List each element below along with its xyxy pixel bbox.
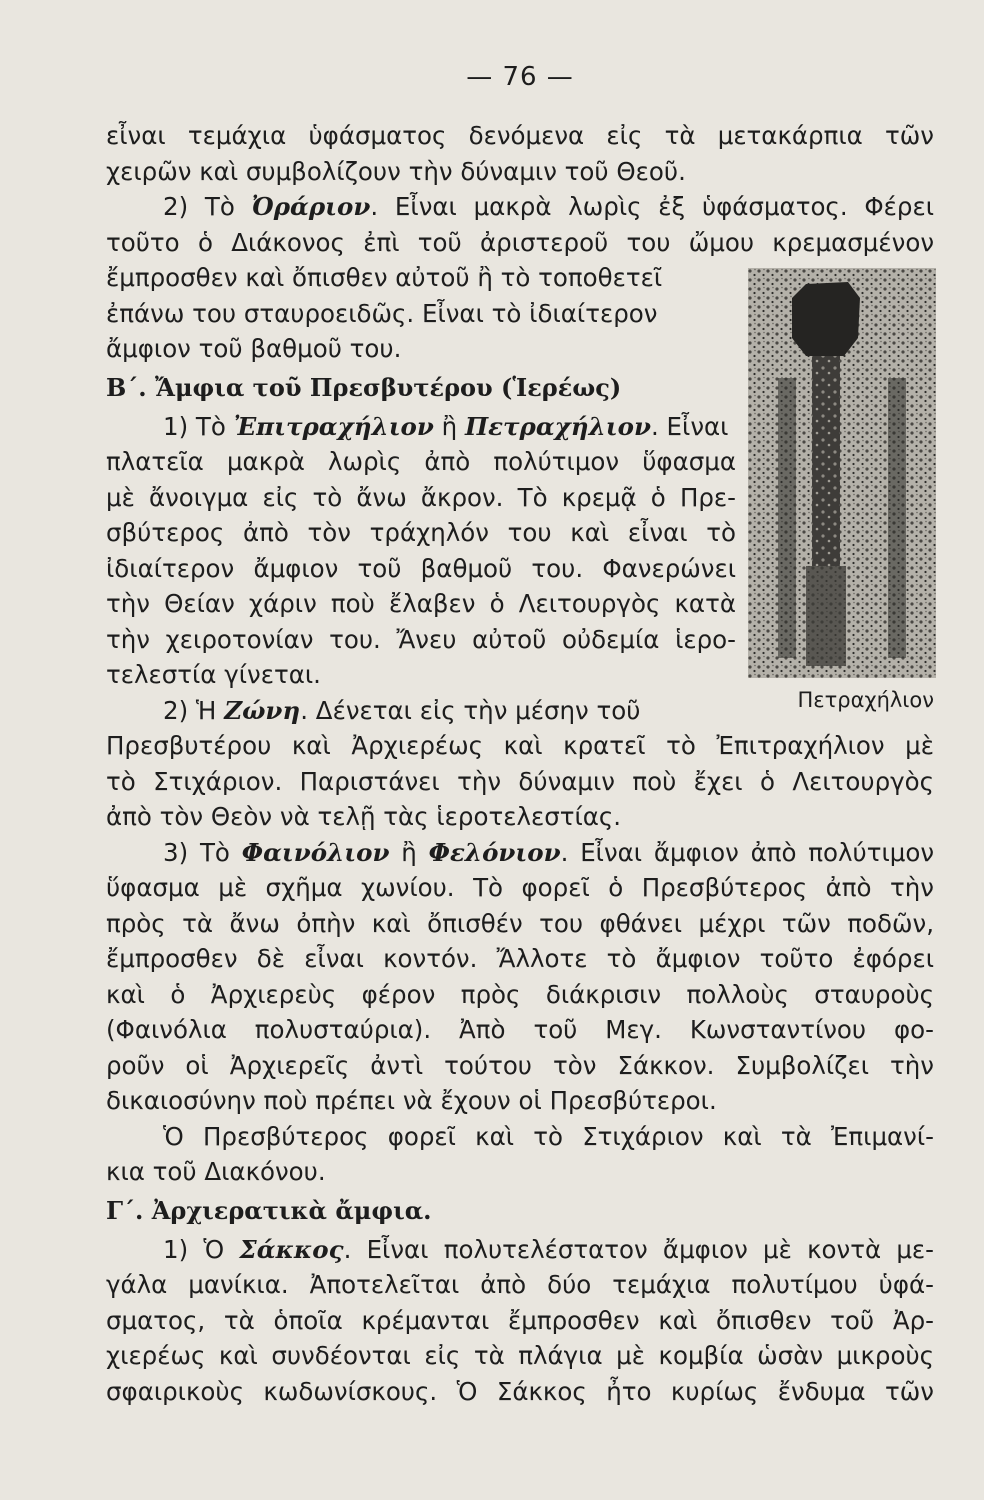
text-line: κια τοῦ Διακόνου. (106, 1157, 326, 1186)
text-line: πλατεῖα μακρὰ λωρὶς ἀπὸ πολύτιμον ὕφασμα (106, 447, 736, 476)
text-line: χιερέως καὶ συνδέονται εἰς τὰ πλάγια μὲ κομβία ὡσὰν μικροὺς (106, 1341, 934, 1370)
text-line (106, 189, 934, 225)
text-line: σφαιρικοὺς κωδωνίσκους. Ὁ Σάκκος ἦτο κυρίως ἔνδυμα τῶν (106, 1376, 934, 1406)
text-line: Πρεσβυτέρου καὶ Ἀρχιερέως καὶ κρατεῖ τὸ Ἐπιτραχήλιον μὲ (106, 731, 934, 760)
text-line: ἔμπροσθεν δὲ εἶναι κοντόν. Ἄλλοτε τὸ ἄμφιον τοῦτο ἐφόρει (106, 944, 934, 973)
line-rest: . Εἶναι (650, 411, 729, 441)
term-felonion: Φελόνιον (428, 837, 561, 867)
term-orarion: Ὀράριον (251, 192, 371, 221)
line-rest: . Εἶναι μακρὰ λωρὶς ἐξ ὑφάσματος. Φέρει (370, 192, 934, 221)
text-line: ἄμφιον τοῦ βαθμοῦ του. (106, 334, 402, 363)
text-line: χειρῶν καὶ συμβολίζουν τὴν δύναμιν τοῦ Θεοῦ. (106, 156, 686, 186)
text-line: Ὁ Πρεσβύτερος φορεῖ καὶ τὸ Στιχάριον καὶ τὰ Ἐπιμανί- (163, 1121, 934, 1151)
text-line: ἰδιαίτερον ἄμφιον τοῦ βαθμοῦ του. Φανερώνει (106, 553, 736, 583)
text-line (106, 835, 934, 871)
term-fainolion: Φαινόλιον (241, 837, 390, 867)
conjunction: ἢ (433, 411, 465, 441)
item-number: 2) Τὸ (163, 192, 252, 221)
line-rest: . Εἶναι ἄμφιον ἀπὸ πολύτιμον (560, 837, 934, 867)
item-number: 1) Τὸ (163, 411, 234, 441)
text-line: δικαιοσύνην ποὺ πρέπει νὰ ἔχουν οἱ Πρεσβύτεροι. (106, 1086, 717, 1115)
text-line: τὴν χειροτονίαν του. Ἄνευ αὐτοῦ οὐδεμία ἱερο- (106, 624, 736, 654)
text-line: ἔμπροσθεν καὶ ὄπισθεν αὐτοῦ ἢ τὸ τοποθετεῖ (106, 263, 663, 292)
term-sakkos: Σάκκος (239, 1234, 344, 1264)
conjunction: ἢ (389, 837, 429, 867)
text-line: τελεστία γίνεται. (106, 660, 321, 689)
item-number: 2) Ἡ (163, 695, 225, 725)
term-zoni: Ζώνη (224, 695, 301, 725)
text-line: ροῦν οἱ Ἀρχιερεῖς ἀντὶ τούτου τὸν Σάκκον. Συμβολίζει τὴν (106, 1050, 934, 1080)
text-line (106, 693, 934, 729)
line-rest: . Δένεται εἰς τὴν μέσην τοῦ (300, 695, 641, 725)
text-line: ὕφασμα μὲ σχῆμα χωνίου. Τὸ φορεῖ ὁ Πρεσβύτερος ἀπὸ τὴν (106, 873, 934, 902)
section-heading-c: Γ΄. Ἀρχιερατικὰ ἄμφια. (106, 1195, 432, 1225)
text-line: ἀπὸ τὸν Θεὸν νὰ τελῇ τὰς ἱεροτελεστίας. (106, 802, 622, 831)
text-line: τὴν Θείαν χάριν ποὺ ἔλαβεν ὁ Λειτουργὸς κατὰ (106, 589, 736, 618)
term-petrachilion: Πετραχήλιον (465, 411, 651, 441)
text-line: μὲ ἄνοιγμα εἰς τὸ ἄνω ἄκρον. Τὸ κρεμᾷ ὁ Πρε- (106, 482, 736, 512)
text-line: σβύτερος ἀπὸ τὸν τράχηλόν του καὶ εἶναι τὸ (106, 518, 736, 547)
text-line (106, 409, 934, 445)
item-number: 3) Τὸ (163, 837, 242, 867)
text-line: πρὸς τὰ ἄνω ὀπὴν καὶ ὄπισθέν του φθάνει μέχρι τῶν ποδῶν, (106, 908, 934, 938)
item-number: 1) Ὁ (163, 1234, 240, 1264)
text-line: καὶ ὁ Ἀρχιερεὺς φέρον πρὸς διάκρισιν πολλοὺς σταυροὺς (106, 979, 934, 1009)
text-line: ἐπάνω του σταυροειδῶς. Εἶναι τὸ ἰδιαίτερον (106, 298, 658, 328)
text-line (106, 1232, 934, 1268)
figure-caption: Πετραχήλιον (797, 688, 934, 712)
text-line: (Φαινόλια πολυσταύρια). Ἀπὸ τοῦ Μεγ. Κωνσταντίνου φο- (106, 1015, 934, 1044)
text-line: εἶναι τεμάχια ὑφάσματος δενόμενα εἰς τὰ μετακάρπια τῶν (106, 121, 934, 150)
term-epitrachilion: Ἐπιτραχήλιον (233, 411, 434, 441)
text-line: γάλα μανίκια. Ἀποτελεῖται ἀπὸ δύο τεμάχια πολυτίμου ὑφά- (106, 1270, 934, 1299)
section-heading-b: Β΄. Ἄμφια τοῦ Πρεσβυτέρου (Ἱερέως) (106, 372, 622, 402)
text-line: τὸ Στιχάριον. Παριστάνει τὴν δύναμιν ποὺ ἔχει ὁ Λειτουργὸς (106, 766, 934, 796)
text-line: σματος, τὰ ὁποῖα κρέμανται ἔμπροσθεν καὶ ὄπισθεν τοῦ Ἀρ- (106, 1305, 934, 1335)
text-line: τοῦτο ὁ Διάκονος ἐπὶ τοῦ ἀριστεροῦ του ὤμου κρεμασμένον (106, 227, 934, 257)
line-rest: . Εἶναι πολυτελέστατον ἄμφιον μὲ κοντὰ με- (343, 1234, 934, 1264)
page-number: — 76 — (466, 62, 574, 92)
body-text (106, 118, 934, 1409)
